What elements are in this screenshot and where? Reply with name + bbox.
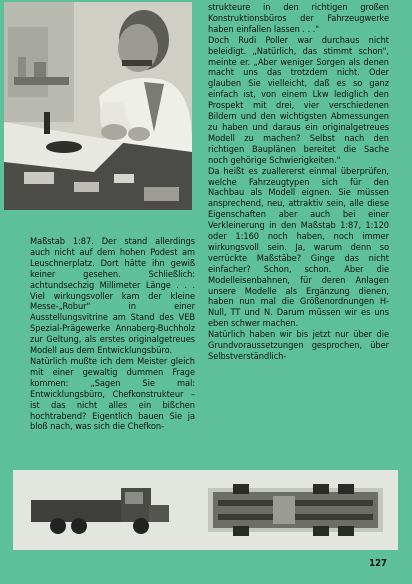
right-paragraph-4: Natürlich haben wir bis jetzt nur über die Grundvoraussetzungen gesprochen, über Selbstverständlich-: [208, 329, 389, 362]
right-paragraph-2: Doch Rudi Poller war durchaus nicht beleidigt. „Natürlich, das stimmt schon", meinte er. „Aber weniger Sorgen als denen macht uns das trotzdem nicht. Oder glauben Sie vielleicht, daß es so ganz einfach ist, von einem Lkw lediglich den Prospekt mit drei, vier verschiedenen Bildern und den wichtigsten Abmessungen zu haben und daraus ein originalgetreues Modell zu machen? Selbst nach den richtigen Bauplänen bereitet die Sache noch gehörige Schwierigkeiten.": [208, 34, 389, 166]
truck-drawings-graphic: [13, 470, 398, 550]
right-paragraph-1: strukteure in den richtigen großen Konstruktionsbüros der Fahrzeugwerke haben einfallen lassen . . .": [208, 2, 389, 35]
right-text-column: [208, 3, 389, 363]
page-number: 127: [369, 558, 387, 569]
right-paragraph-3: Da heißt es zuallererst einmal überprüfen, welche Fahrzeugtypen sich für den Nachbau als Modell eignen. Sie müssen ansprechend, neu, attraktiv sein, alle diese Eigenschaften aber auch bei einer Verkleinerung in den Maßstab 1:87, 1:120 oder 1:160 noch haben, noch immer wirkungsvoll sein. Ja, warum denn so verrückte Maßstäbe? Ginge das nicht einfacher? Schon, schon. Aber die Modelleisenbahnen, für deren Anlagen unsere Modelle als Ergänzung dienen, haben nun mal die Größenordnungen H-Null, TT und N. Darum müssen wir es uns eben schwer machen.: [208, 165, 389, 330]
workshop-photo-graphic: [4, 2, 192, 210]
craftsman-photo: [4, 2, 192, 210]
left-text-column: [30, 237, 195, 433]
truck-chassis-view-icon: [208, 484, 383, 536]
truck-drawings-photo: [13, 470, 398, 550]
left-paragraph-2: Natürlich mußte ich dem Meister gleich mit einer gewaltig dummen Frage kommen: „Sagen Sie mal: Entwicklungsbüro, Chefkonstrukteur – ist das nicht alles ein bißchen hochtrabend? Eigentlich bauen Sie ja bloß nach, was sich die Chefkon-: [30, 355, 195, 433]
left-paragraph-1: Maßstab 1:87. Der stand allerdings auch nicht auf dem hohen Podest am Leuschnerplatz. Dort hätte ihn gewiß keiner gesehen. Schließlich: achtundsechzig Millimeter Länge . . . Viel wirkungsvoller kam der kleine Messe-„Robur" in einer Ausstellungsvitrine am Stand des VEB Spezial-Prägewerke Annaberg-Buchholz zur Geltung, als erstes originalgetreues Modell aus dem Entwicklungsbüro.: [30, 236, 195, 357]
